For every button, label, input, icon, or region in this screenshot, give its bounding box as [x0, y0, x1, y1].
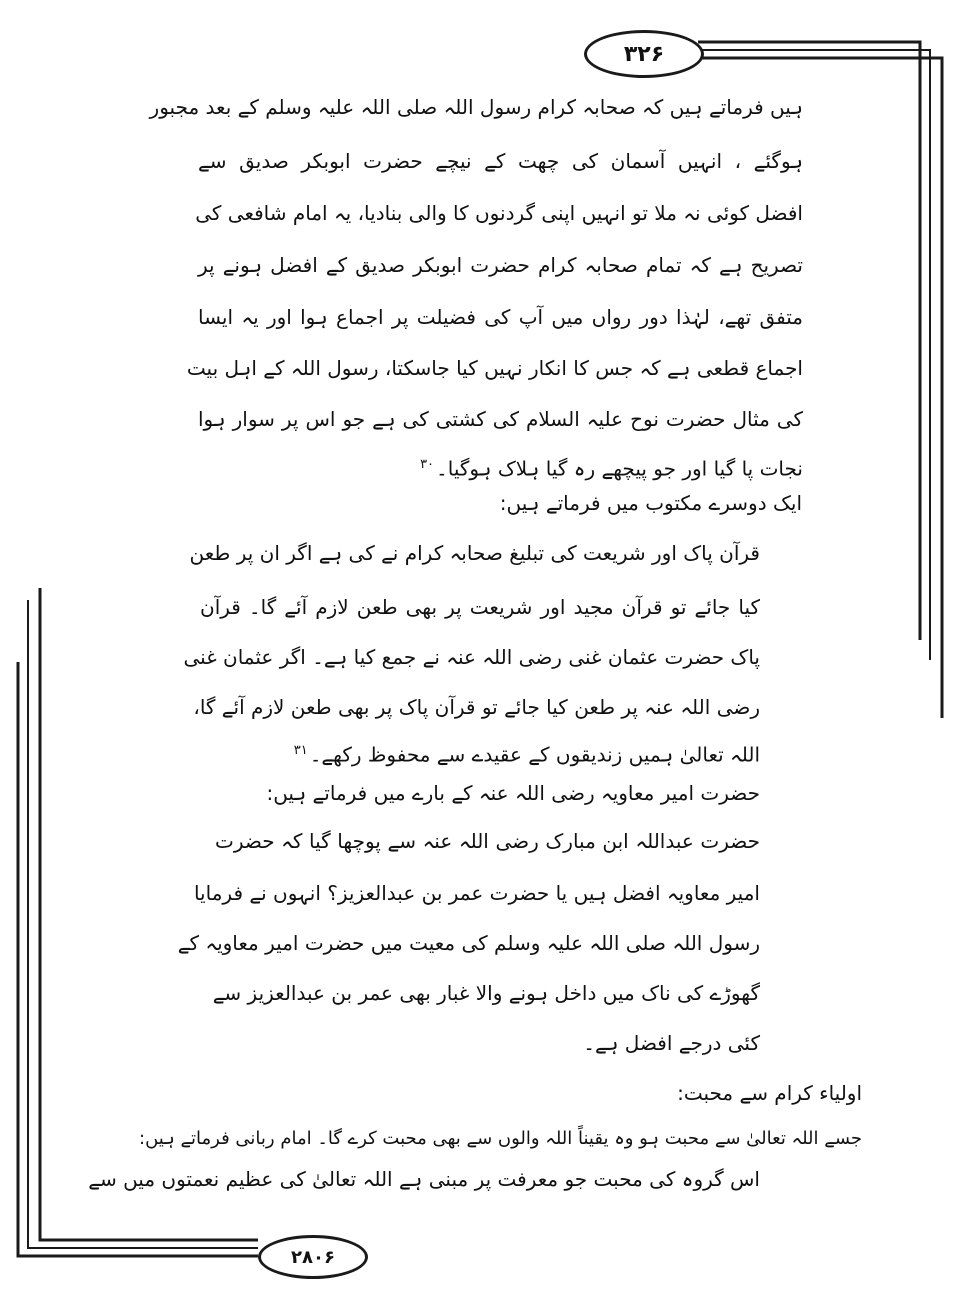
footnote-ref-30: ۳۰ [420, 457, 435, 472]
paragraph-2-line-5 [293, 738, 760, 768]
paragraph-2-last-text: اللہ تعالیٰ ہمیں زندیقوں کے عقیدے سے محفوظ رکھے۔ [309, 742, 760, 767]
paragraph-4-line-2: اس گروہ کی محبت جو معرفت پر مبنی ہے اللہ تعالیٰ کی عظیم نعمتوں میں سے [88, 1167, 760, 1191]
paragraph-3-line-3: رسول اللہ صلی اللہ علیہ وسلم کی معیت میں حضرت امیر معاویہ کے [177, 931, 760, 955]
paragraph-1-line-5: متفق تھے، لہٰذا دور رواں میں آپ کی فضیلت پر اجماع ہوا اور یہ ایسا [198, 305, 803, 329]
page-number-bottom [258, 1235, 368, 1279]
paragraph-1-line-4: تصریح ہے کہ تمام صحابہ کرام حضرت ابوبکر صدیق کے افضل ہونے پر [198, 253, 803, 277]
page-number-top-text: ۳۲۶ [623, 41, 665, 67]
paragraph-1-line-8 [380, 452, 803, 482]
page-number-top [584, 30, 704, 78]
page-number-bottom-text: ۲۸۰۶ [291, 1246, 335, 1268]
paragraph-3-line-1: حضرت عبداللہ ابن مبارک رضی اللہ عنہ سے پوچھا گیا کہ حضرت [215, 829, 760, 853]
paragraph-2-line-2: کیا جائے تو قرآن مجید اور شریعت پر بھی طعن لازم آئے گا۔ قرآن [200, 595, 760, 619]
paragraph-1-last-text: نجات پا گیا اور جو پیچھے رہ گیا ہلاک ہوگیا۔ [436, 456, 803, 481]
intro-amir-muawiya: حضرت امیر معاویہ رضی اللہ عنہ کے بارے میں فرماتے ہیں: [266, 781, 760, 805]
paragraph-1-line-1: ہیں فرماتے ہیں کہ صحابہ کرام رسول اللہ صلی اللہ علیہ وسلم کے بعد مجبور [149, 95, 803, 119]
paragraph-2-line-3: پاک حضرت عثمان غنی رضی اللہ عنہ نے جمع کیا ہے۔ اگر عثمان غنی [183, 645, 760, 669]
footnote-ref-31: ۳۱ [293, 743, 308, 758]
paragraph-3-line-5: کئی درجے افضل ہے۔ [583, 1031, 760, 1055]
paragraph-3-line-2: امیر معاویہ افضل ہیں یا حضرت عمر بن عبدالعزیز؟ انہوں نے فرمایا [193, 881, 760, 905]
paragraph-4-line-1: جسے اللہ تعالیٰ سے محبت ہو وہ یقیناً اللہ والوں سے بھی محبت کرے گا۔ امام ربانی فرماتے ہیں: [139, 1128, 862, 1149]
paragraph-1-line-6: اجماع قطعی ہے کہ جس کا انکار نہیں کیا جاسکتا، رسول اللہ کے اہل بیت [186, 356, 803, 380]
paragraph-1-line-7: کی مثال حضرت نوح علیہ السلام کی کشتی کی ہے جو اس پر سوار ہوا [198, 407, 803, 431]
paragraph-1-line-3: افضل کوئی نہ ملا تو انہیں اپنی گردنوں کا والی بنادیا، یہ امام شافعی کی [195, 201, 803, 225]
paragraph-2-line-4: رضی اللہ عنہ پر طعن کیا جائے تو قرآن پاک پر بھی طعن لازم آئے گا، [193, 695, 760, 719]
paragraph-2-line-1: قرآن پاک اور شریعت کی تبلیغ صحابہ کرام نے کی ہے اگر ان پر طعن [189, 541, 760, 565]
paragraph-3-line-4: گھوڑے کی ناک میں داخل ہونے والا غبار بھی عمر بن عبدالعزیز سے [212, 981, 760, 1005]
intro-second-letter: ایک دوسرے مکتوب میں فرماتے ہیں: [499, 491, 802, 515]
heading-love-of-saints: اولیاء کرام سے محبت: [677, 1081, 862, 1105]
paragraph-1-line-2: ہوگئے ، انہیں آسمان کی چھت کے نیچے حضرت ابوبکر صدیق سے [198, 149, 803, 173]
